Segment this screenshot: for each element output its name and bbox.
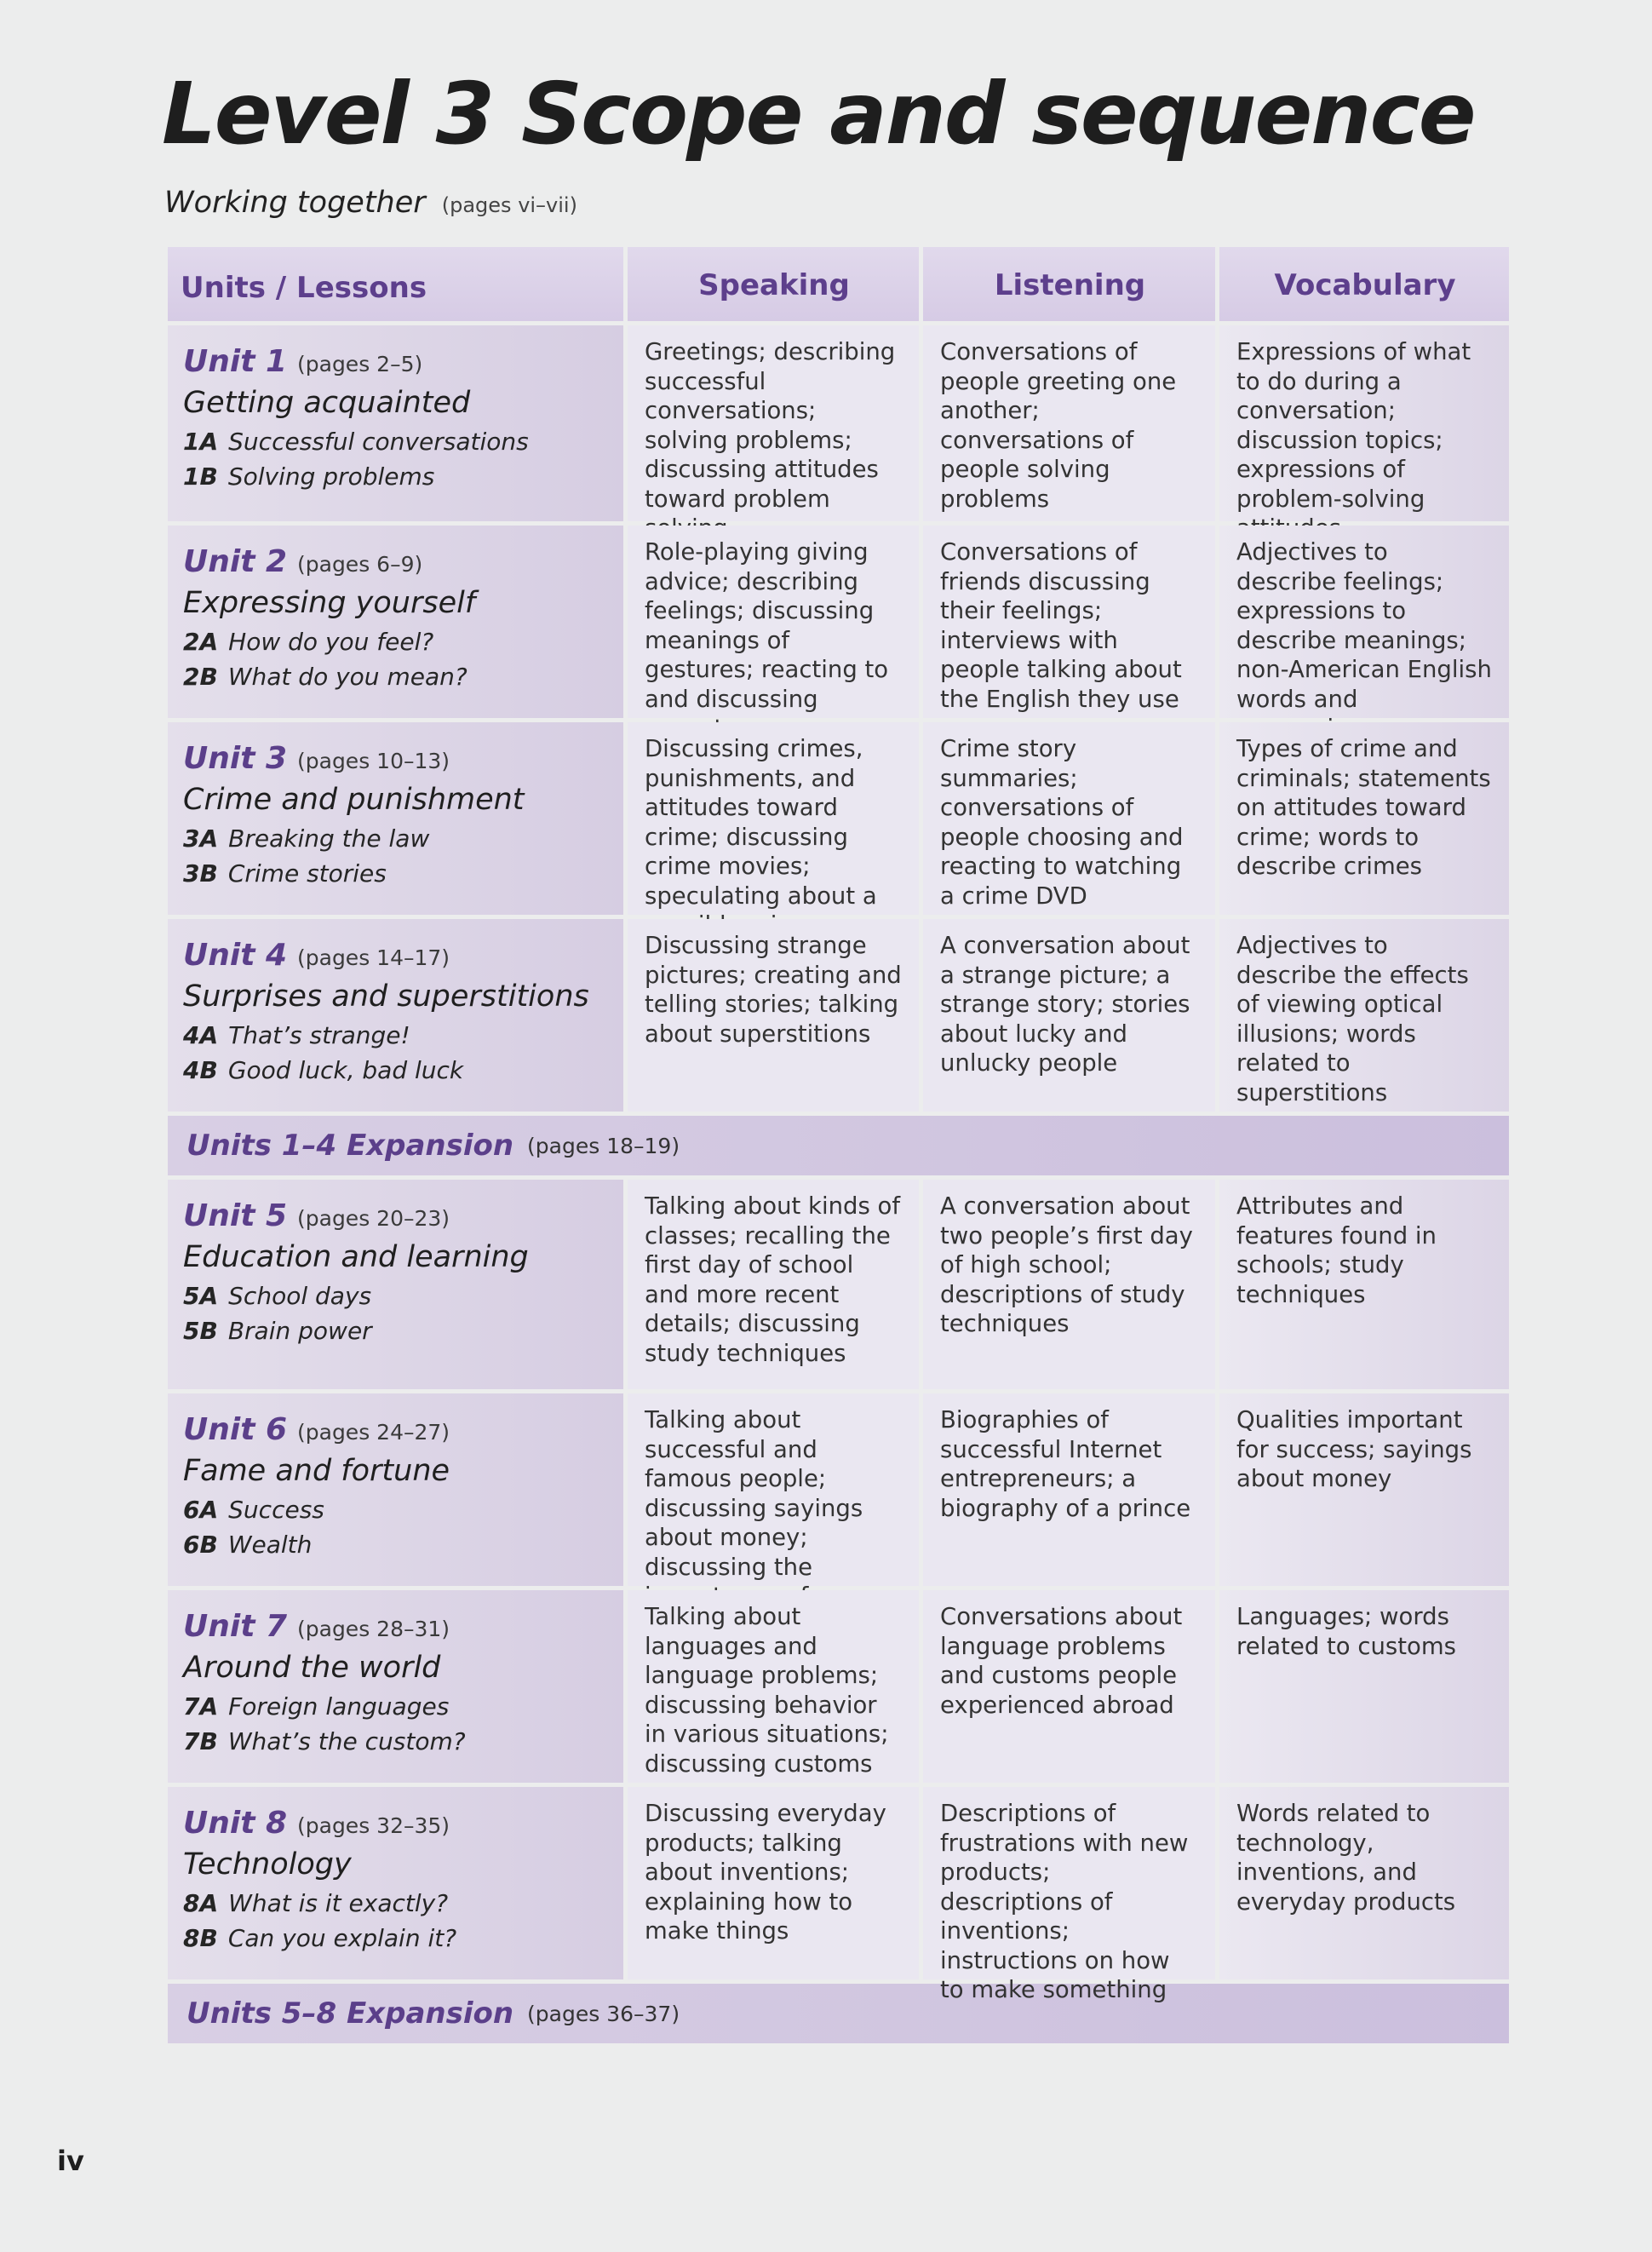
unit-pages: (pages 20–23) — [297, 1206, 450, 1231]
speaking-cell: Role-playing giving advice; describing feelings; discussing meanings of gestures; reacting to and discussing — [628, 526, 919, 718]
listening-cell: A conversation about two people’s first day of high school; descriptions of study techniques — [923, 1180, 1215, 1389]
lesson-name: How do you feel? — [228, 628, 434, 656]
subtitle-text: Working together — [164, 186, 426, 220]
expansion-pages: (pages 36–37) — [527, 2001, 680, 2026]
table-header-row — [168, 247, 1509, 321]
lesson-code: 3A — [183, 824, 219, 853]
speaking-cell: Discussing crimes, punishments, and attitudes toward crime; discussing crime movies; speculating about a — [628, 722, 919, 915]
lesson-code: 4B — [183, 1056, 218, 1084]
lesson — [183, 1021, 615, 1056]
unit-label: Unit 6 — [183, 1412, 287, 1447]
listening-cell: Descriptions of frustrations with new products; descriptions of inventions; instructions on how to make something — [923, 1787, 1215, 1979]
unit-title: Technology — [183, 1847, 352, 1881]
lesson-name: Solving problems — [227, 462, 435, 491]
header-units-lessons: Units / Lessons — [168, 247, 623, 321]
unit-pages: (pages 24–27) — [297, 1420, 450, 1445]
lesson-code: 1B — [183, 462, 218, 491]
vocabulary-cell: Types of crime and criminals; statements on attitudes toward crime; words to describe crimes — [1219, 722, 1509, 915]
unit-title: Crime and punishment — [183, 783, 525, 817]
unit-cell — [168, 1393, 623, 1586]
header-listening: Listening — [923, 247, 1215, 321]
lesson-name: Brain power — [227, 1317, 372, 1345]
lesson-name: Breaking the law — [228, 824, 430, 853]
table-row — [168, 722, 1509, 915]
expansion-row — [168, 1116, 1509, 1175]
lesson-name: What’s the custom? — [227, 1727, 466, 1755]
subtitle — [164, 186, 577, 220]
unit-pages: (pages 6–9) — [297, 552, 423, 577]
lesson — [183, 824, 615, 859]
lesson — [183, 1496, 615, 1531]
vocabulary-cell: Adjectives to describe the effects of viewing optical illusions; words related to superstitions — [1219, 919, 1509, 1112]
header-speaking: Speaking — [628, 247, 919, 321]
lesson-code: 8A — [183, 1889, 219, 1917]
lesson — [183, 1889, 615, 1924]
unit-label: Unit 1 — [183, 344, 287, 379]
page-title: Level 3 Scope and sequence — [162, 64, 1475, 164]
lesson — [183, 859, 615, 894]
lesson-name: Success — [228, 1496, 324, 1524]
lesson-code: 7A — [183, 1692, 219, 1721]
unit-label: Unit 3 — [183, 741, 287, 776]
lesson — [183, 1282, 615, 1317]
vocabulary-cell: Qualities important for success; sayings about money — [1219, 1393, 1509, 1586]
lesson — [183, 428, 615, 462]
page-number: iv — [57, 2145, 84, 2177]
table-row — [168, 919, 1509, 1112]
table-row — [168, 325, 1509, 521]
lesson — [183, 1692, 615, 1727]
vocabulary-cell: Expressions of what to do during a conversation; discussion topics; expressions of problem-solving — [1219, 325, 1509, 521]
lesson — [183, 1317, 615, 1352]
unit-label: Unit 8 — [183, 1806, 287, 1841]
listening-cell: A conversation about a strange picture; a strange story; stories about lucky and unlucky people — [923, 919, 1215, 1112]
lesson-code: 6B — [183, 1531, 218, 1559]
lesson — [183, 1531, 615, 1565]
lesson-code: 6A — [183, 1496, 219, 1524]
lesson-name: Crime stories — [227, 859, 387, 888]
vocabulary-cell: Adjectives to describe feelings; expressions to describe meanings; non-American English words and — [1219, 526, 1509, 718]
unit-cell — [168, 526, 623, 718]
lesson — [183, 1727, 615, 1762]
speaking-cell: Talking about languages and language problems; discussing behavior in various situations; discussing customs — [628, 1590, 919, 1783]
table-row — [168, 1393, 1509, 1586]
lesson-code: 5A — [183, 1282, 219, 1310]
lesson — [183, 462, 615, 497]
unit-title: Around the world — [183, 1651, 441, 1685]
unit-pages: (pages 2–5) — [297, 352, 423, 376]
speaking-cell: Discussing everyday products; talking about inventions; explaining how to make things — [628, 1787, 919, 1979]
subtitle-pages: (pages vi–vii) — [441, 193, 577, 217]
lesson-code: 8B — [183, 1924, 218, 1952]
unit-title: Education and learning — [183, 1240, 529, 1274]
lesson-name: That’s strange! — [228, 1021, 410, 1049]
lesson — [183, 663, 615, 698]
lesson-code: 4A — [183, 1021, 219, 1049]
unit-cell — [168, 325, 623, 521]
expansion-title: Units 5–8 Expansion — [186, 1996, 514, 2031]
lesson — [183, 1056, 615, 1091]
lesson-name: Can you explain it? — [227, 1924, 457, 1952]
unit-title: Surprises and superstitions — [183, 980, 589, 1014]
lesson-code: 3B — [183, 859, 218, 888]
lesson-name: Good luck, bad luck — [227, 1056, 464, 1084]
lesson-name: Successful conversations — [228, 428, 529, 456]
lesson-code: 2A — [183, 628, 219, 656]
unit-pages: (pages 28–31) — [297, 1617, 450, 1641]
unit-title: Expressing yourself — [183, 586, 476, 620]
expansion-row — [168, 1984, 1509, 2043]
lesson — [183, 628, 615, 663]
expansion-pages: (pages 18–19) — [527, 1133, 680, 1158]
speaking-cell: Talking about successful and famous people; discussing sayings about money; discussing the — [628, 1393, 919, 1586]
listening-cell: Conversations of people greeting one another; conversations of people solving problems — [923, 325, 1215, 521]
unit-pages: (pages 14–17) — [297, 945, 450, 970]
table-row — [168, 1590, 1509, 1783]
unit-cell — [168, 1787, 623, 1979]
table-row — [168, 1180, 1509, 1389]
table-row — [168, 526, 1509, 718]
vocabulary-cell: Attributes and features found in schools; study techniques — [1219, 1180, 1509, 1389]
lesson — [183, 1924, 615, 1959]
speaking-cell: Talking about kinds of classes; recalling the first day of school and more recent details; discussing study techniques — [628, 1180, 919, 1389]
listening-cell: Crime story summaries; conversations of people choosing and reacting to watching a crime DVD — [923, 722, 1215, 915]
unit-title: Fame and fortune — [183, 1454, 450, 1488]
speaking-cell: Discussing strange pictures; creating and telling stories; talking about superstitions — [628, 919, 919, 1112]
lesson-code: 1A — [183, 428, 219, 456]
unit-label: Unit 5 — [183, 1198, 287, 1233]
unit-cell — [168, 1590, 623, 1783]
lesson-name: What is it exactly? — [228, 1889, 449, 1917]
lesson-name: What do you mean? — [227, 663, 467, 691]
header-vocabulary: Vocabulary — [1219, 247, 1509, 321]
speaking-cell: Greetings; describing successful conversations; solving problems; discussing attitudes toward problem — [628, 325, 919, 521]
unit-label: Unit 2 — [183, 544, 287, 579]
listening-cell: Biographies of successful Internet entrepreneurs; a biography of a prince — [923, 1393, 1215, 1586]
table-row — [168, 1787, 1509, 2003]
lesson-name: Wealth — [227, 1531, 313, 1559]
unit-pages: (pages 32–35) — [297, 1813, 450, 1838]
vocabulary-cell: Languages; words related to customs — [1219, 1590, 1509, 1783]
scope-sequence-table — [168, 247, 1509, 2048]
lesson-name: School days — [228, 1282, 372, 1310]
unit-cell — [168, 1180, 623, 1389]
listening-cell: Conversations of friends discussing their feelings; interviews with people talking about the English they use — [923, 526, 1215, 718]
lesson-code: 5B — [183, 1317, 218, 1345]
unit-label: Unit 7 — [183, 1609, 287, 1644]
unit-cell — [168, 722, 623, 915]
unit-pages: (pages 10–13) — [297, 749, 450, 773]
unit-label: Unit 4 — [183, 938, 287, 973]
lesson-name: Foreign languages — [228, 1692, 450, 1721]
unit-cell — [168, 919, 623, 1112]
listening-cell: Conversations about language problems and customs people experienced abroad — [923, 1590, 1215, 1783]
expansion-title: Units 1–4 Expansion — [186, 1129, 514, 1163]
unit-title: Getting acquainted — [183, 386, 471, 420]
lesson-code: 7B — [183, 1727, 218, 1755]
lesson-code: 2B — [183, 663, 218, 691]
vocabulary-cell: Words related to technology, inventions, and everyday products — [1219, 1787, 1509, 1979]
